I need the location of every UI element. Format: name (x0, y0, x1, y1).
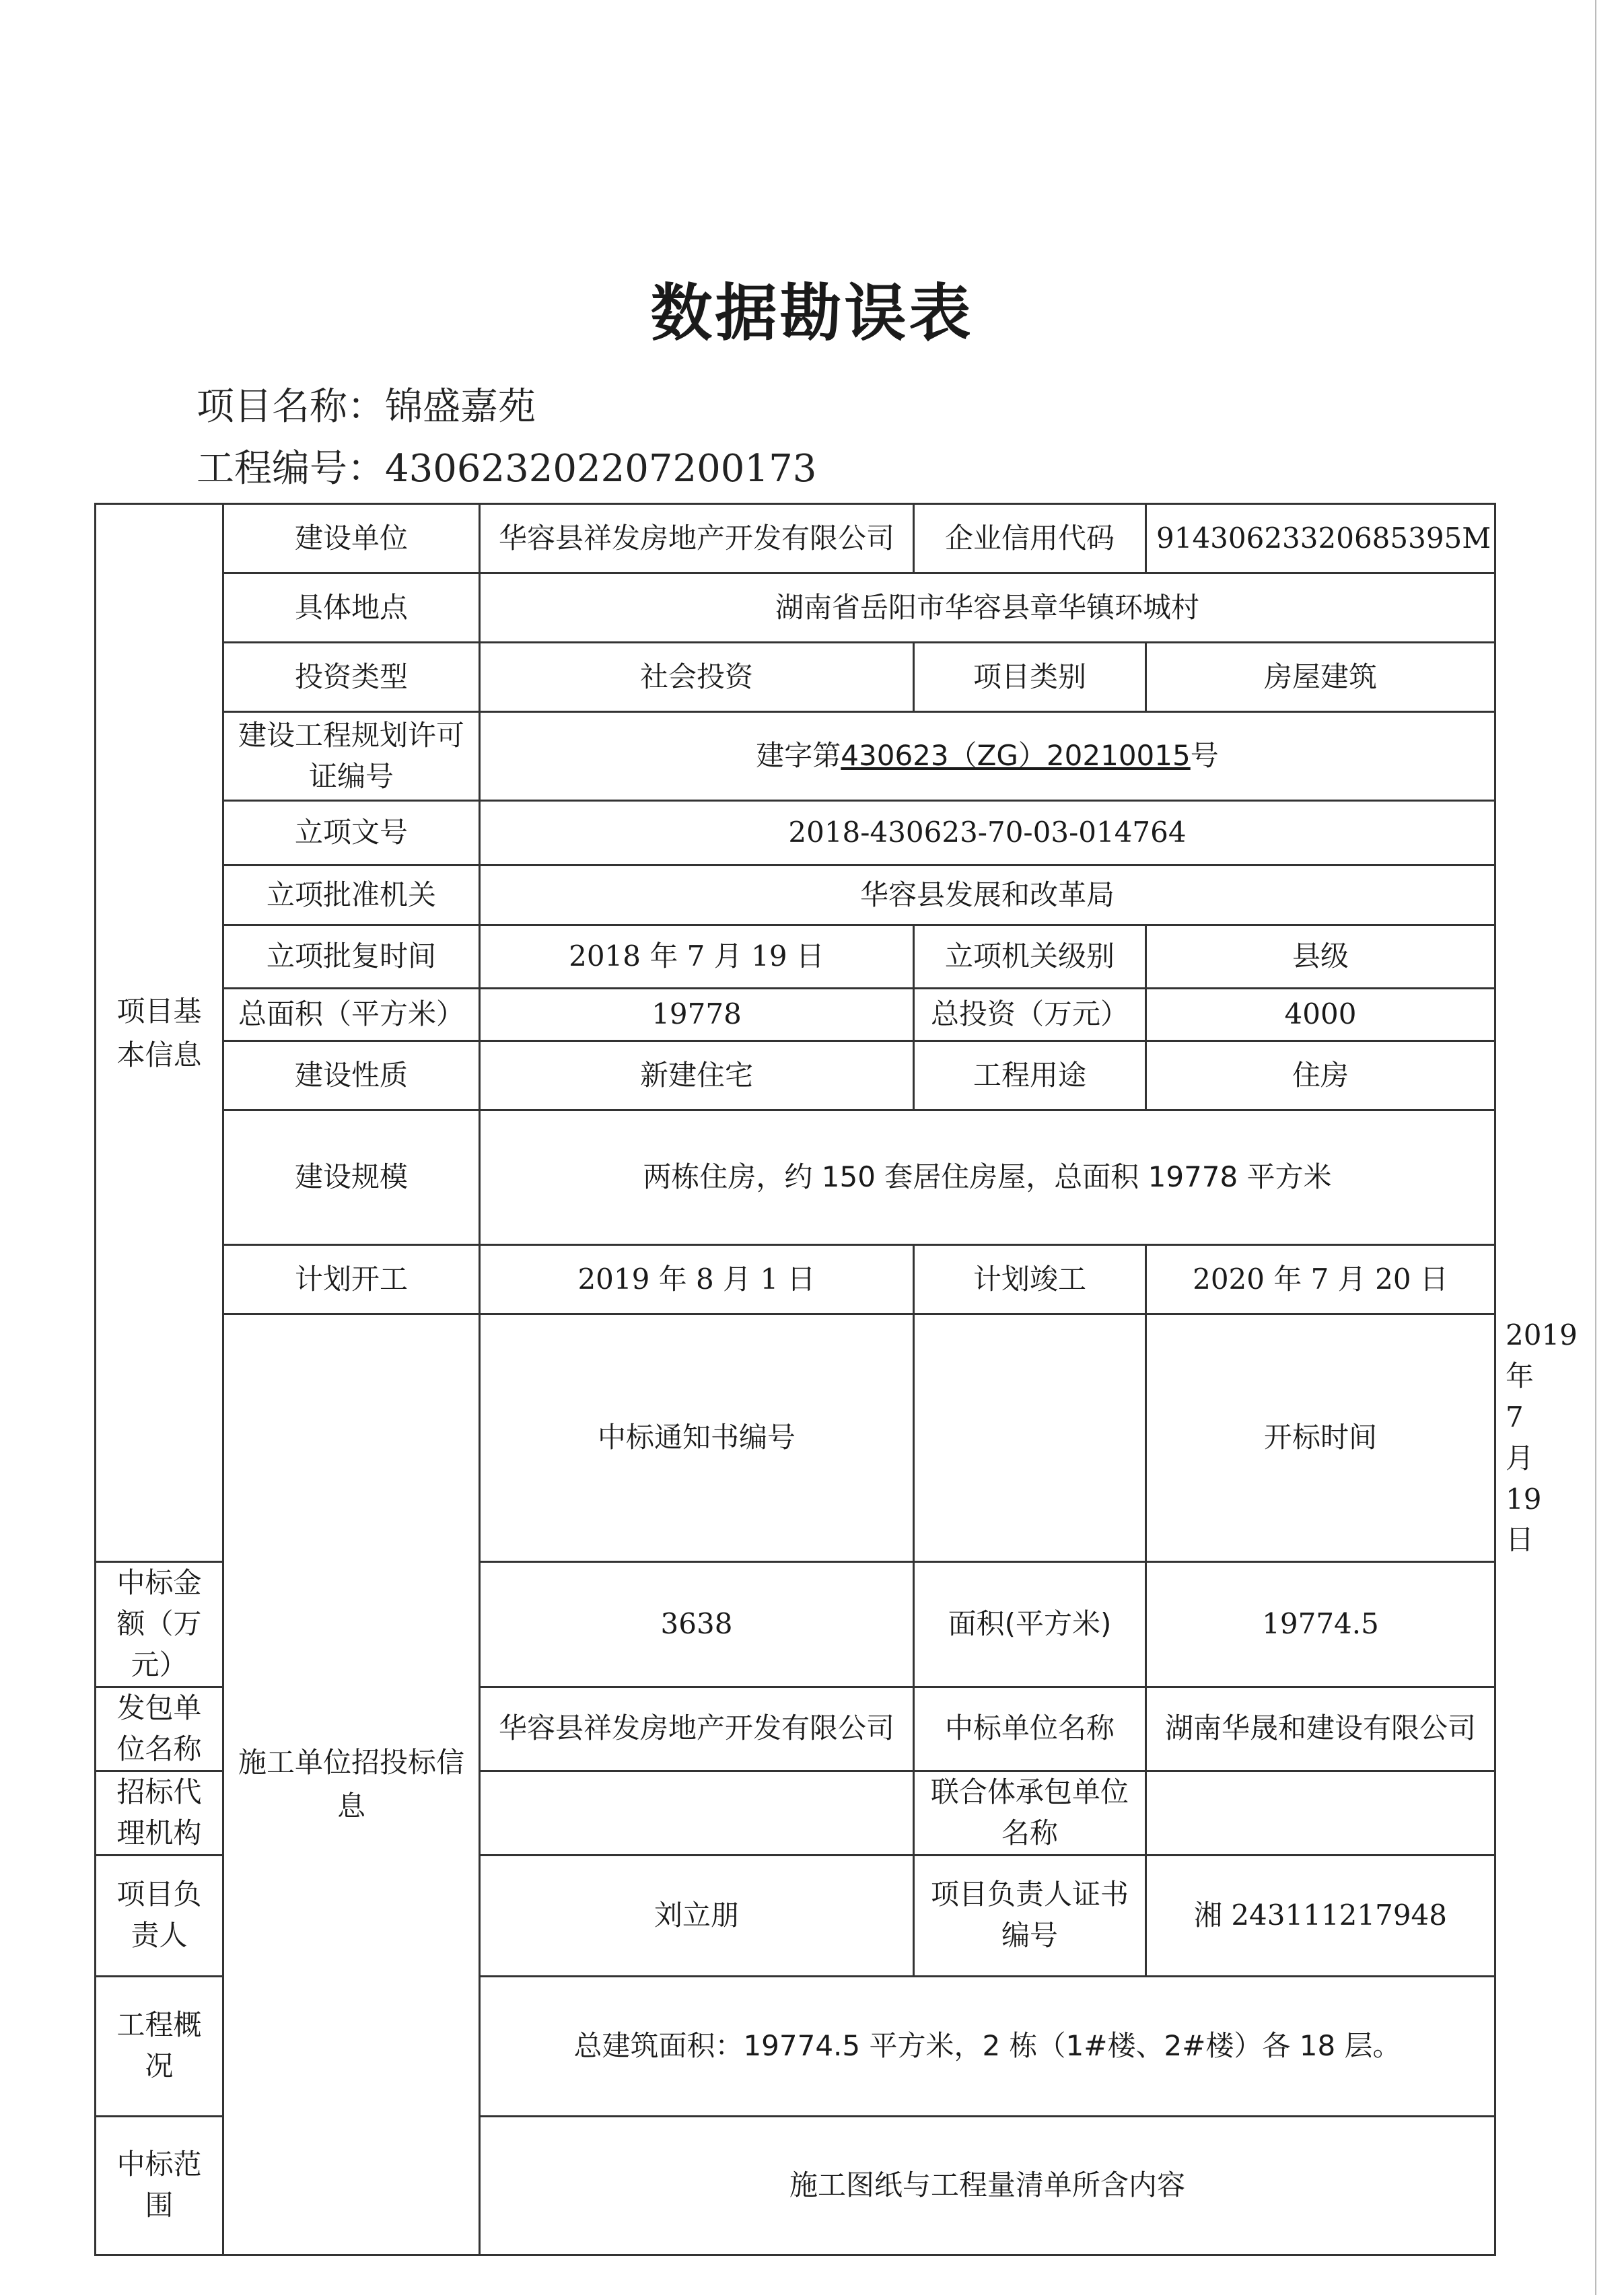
notice-no-value (914, 1314, 1146, 1562)
project-name-line (197, 377, 536, 431)
overview-label: 工程概况 (96, 1976, 223, 2116)
approval-level-value: 县级 (1146, 925, 1495, 989)
bid-area-label: 面积(平方米) (914, 1562, 1146, 1687)
permit-value: 建字第430623（ZG）20210015号 (480, 712, 1495, 801)
credit-value: 91430623320685395M (1146, 504, 1495, 573)
consortium-value (1146, 1771, 1495, 1855)
start-value: 2019 年 8 月 1 日 (480, 1245, 914, 1314)
area-label: 总面积（平方米） (223, 989, 480, 1041)
area-value: 19778 (480, 989, 914, 1041)
investment-value: 4000 (1146, 989, 1495, 1041)
approval-date-label: 立项批复时间 (223, 925, 480, 989)
project-name: 锦盛嘉苑 (385, 385, 536, 429)
usage-label: 工程用途 (914, 1041, 1146, 1110)
amount-label: 中标金额（万元） (96, 1562, 223, 1687)
builder-label: 建设单位 (223, 504, 480, 573)
project-cat-value: 房屋建筑 (1146, 643, 1495, 712)
page-title: 数据勘误表 (650, 277, 974, 349)
project-name-label: 项目名称： (197, 385, 385, 429)
table-row: 施工单位招投标信息 中标通知书编号 开标时间 2019 年 7 月 19 日 (96, 1314, 1495, 1562)
contractor-value: 华容县祥发房地产开发有限公司 (480, 1687, 914, 1771)
investment-label: 总投资（万元） (914, 989, 1146, 1041)
section-basic: 项目基本信息 (96, 504, 223, 1562)
project-cat-label: 项目类别 (914, 643, 1146, 712)
correction-table (94, 503, 1578, 2256)
overview-value: 总建筑面积：19774.5 平方米，2 栋（1#楼、2#楼）各 18 层。 (480, 1976, 1495, 2116)
table-row (96, 989, 1495, 1041)
approval-org-value: 华容县发展和改革局 (480, 866, 1495, 925)
project-code-label: 工程编号： (197, 447, 385, 491)
manager-label: 项目负责人 (96, 1855, 223, 1976)
finish-label: 计划竣工 (914, 1245, 1146, 1314)
agency-label: 招标代理机构 (96, 1771, 223, 1855)
approval-doc-label: 立项文号 (223, 801, 480, 866)
location-value: 湖南省岳阳市华容县章华镇环城村 (480, 573, 1495, 643)
scope-label: 中标范围 (96, 2116, 223, 2255)
nature-value: 新建住宅 (480, 1041, 914, 1110)
table-row (96, 712, 1495, 801)
location-label: 具体地点 (223, 573, 480, 643)
winner-label: 中标单位名称 (914, 1687, 1146, 1771)
winner-value: 湖南华晟和建设有限公司 (1146, 1687, 1495, 1771)
start-label: 计划开工 (223, 1245, 480, 1314)
section-bid: 施工单位招投标信息 (223, 1314, 480, 2255)
table-row (96, 1110, 1495, 1245)
approval-date-value: 2018 年 7 月 19 日 (480, 925, 914, 989)
table-row (96, 1041, 1495, 1110)
scale-value: 两栋住房，约 150 套居住房屋，总面积 19778 平方米 (480, 1110, 1495, 1245)
invest-type-value: 社会投资 (480, 643, 914, 712)
agency-value (480, 1771, 914, 1855)
cert-value: 湘 243111217948 (1146, 1855, 1495, 1976)
table-row (96, 643, 1495, 712)
amount-value: 3638 (480, 1562, 914, 1687)
approval-doc-value: 2018-430623-70-03-014764 (480, 801, 1495, 866)
consortium-label: 联合体承包单位名称 (914, 1771, 1146, 1855)
approval-org-label: 立项批准机关 (223, 866, 480, 925)
builder-value: 华容县祥发房地产开发有限公司 (480, 504, 914, 573)
project-code: 430623202207200173 (385, 447, 817, 491)
scan-edge (1595, 0, 1596, 2295)
scale-label: 建设规模 (223, 1110, 480, 1245)
table-row (96, 1245, 1495, 1314)
table-row (96, 925, 1495, 989)
usage-value: 住房 (1146, 1041, 1495, 1110)
table-row (96, 866, 1495, 925)
table-row (96, 573, 1495, 643)
project-code-line (197, 439, 816, 493)
open-time-label: 开标时间 (1146, 1314, 1495, 1562)
notice-no-label: 中标通知书编号 (480, 1314, 914, 1562)
table-row (96, 504, 1495, 573)
invest-type-label: 投资类型 (223, 643, 480, 712)
cert-label: 项目负责人证书编号 (914, 1855, 1146, 1976)
finish-value: 2020 年 7 月 20 日 (1146, 1245, 1495, 1314)
nature-label: 建设性质 (223, 1041, 480, 1110)
bid-area-value: 19774.5 (1146, 1562, 1495, 1687)
approval-level-label: 立项机关级别 (914, 925, 1146, 989)
manager-value: 刘立朋 (480, 1855, 914, 1976)
table-row (96, 801, 1495, 866)
credit-label: 企业信用代码 (914, 504, 1146, 573)
permit-number: 430623（ZG）20210015 (841, 739, 1191, 773)
contractor-label: 发包单位名称 (96, 1687, 223, 1771)
scope-value: 施工图纸与工程量清单所含内容 (480, 2116, 1495, 2255)
permit-label: 建设工程规划许可证编号 (223, 712, 480, 801)
